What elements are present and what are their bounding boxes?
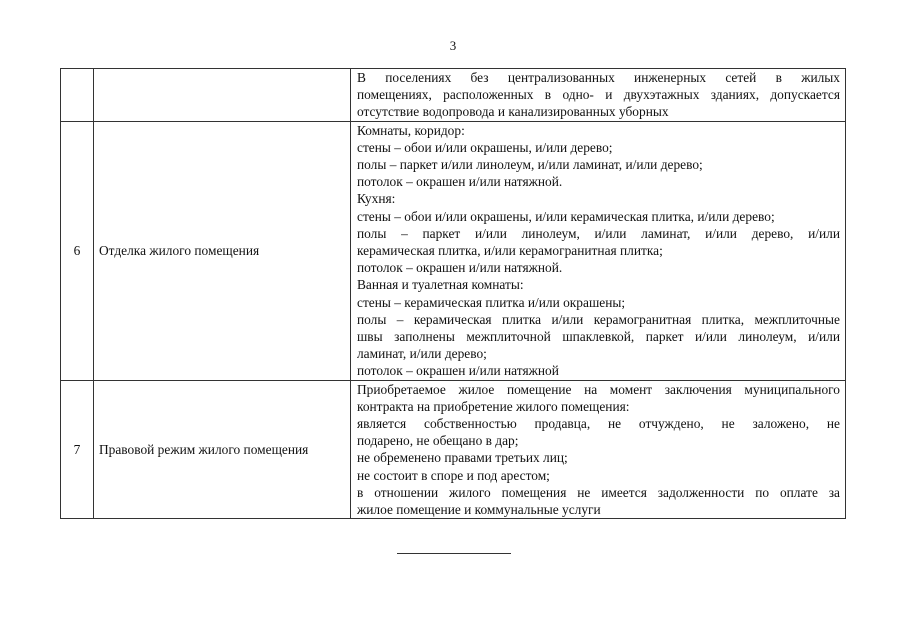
description-line: не состоит в споре и под арестом; xyxy=(357,467,550,483)
description-line: потолок – окрашен и/или натяжной. xyxy=(357,174,563,190)
description-line: отсутствие водопровода и канализированных уборных xyxy=(357,104,669,120)
description-line: полы – паркет и/или линолеум, и/или ламинат, и/или дерево, и/или xyxy=(357,225,840,241)
description-line: в отношении жилого помещения не имеется задолженности по оплате за xyxy=(357,484,840,500)
description-line: керамическая плитка, и/или керамогранитная плитка; xyxy=(357,243,663,259)
requirement-description xyxy=(351,69,846,122)
table-body xyxy=(61,69,846,519)
requirement-name: Отделка жилого помещения xyxy=(94,121,351,380)
description-line: Ванная и туалетная комнаты: xyxy=(357,277,524,293)
description-line: контракта на приобретение жилого помещения: xyxy=(357,398,630,414)
table-row xyxy=(61,380,846,519)
requirements-table xyxy=(60,68,846,519)
description-line: полы – паркет и/или линолеум, и/или ламинат, и/или дерево; xyxy=(357,157,703,173)
requirement-description xyxy=(351,121,846,380)
description-line: потолок – окрашен и/или натяжной. xyxy=(357,260,563,276)
requirement-name: Правовой режим жилого помещения xyxy=(94,380,351,519)
footer-divider xyxy=(397,553,511,554)
description-line: стены – обои и/или окрашены, и/или дерево; xyxy=(357,139,613,155)
description-line: является собственностью продавца, не отчуждено, не заложено, не xyxy=(357,416,840,432)
table-row xyxy=(61,69,846,122)
row-number xyxy=(61,69,94,122)
description-line: полы – керамическая плитка и/или керамогранитная плитка, межплиточные xyxy=(357,311,840,327)
description-line: жилое помещение и коммунальные услуги xyxy=(357,502,601,518)
row-number: 7 xyxy=(61,380,94,519)
table-row xyxy=(61,121,846,380)
description-line: стены – обои и/или окрашены, и/или керамическая плитка, и/или дерево; xyxy=(357,208,775,224)
description-line: швы заполнены межплиточной шпаклевкой, паркет и/или линолеум, и/или xyxy=(357,329,840,345)
description-line: Кухня: xyxy=(357,191,396,207)
description-line: стены – керамическая плитка и/или окрашены; xyxy=(357,294,626,310)
row-number: 6 xyxy=(61,121,94,380)
description-line: Комнаты, коридор: xyxy=(357,122,465,138)
description-line: ламинат, и/или дерево; xyxy=(357,346,487,362)
requirement-description xyxy=(351,380,846,519)
page-number: 3 xyxy=(449,38,457,53)
description-line: В поселениях без централизованных инженерных сетей в жилых xyxy=(357,70,840,85)
description-line: подарено, не обещано в дар; xyxy=(357,433,519,449)
requirement-name xyxy=(94,69,351,122)
description-line: помещениях, расположенных в одно- и двухэтажных зданиях, допускается xyxy=(357,87,840,103)
description-line: потолок – окрашен и/или натяжной xyxy=(357,363,559,379)
description-line: Приобретаемое жилое помещение на момент заключения муниципального xyxy=(357,381,840,397)
description-line: не обременено правами третьих лиц; xyxy=(357,450,568,466)
